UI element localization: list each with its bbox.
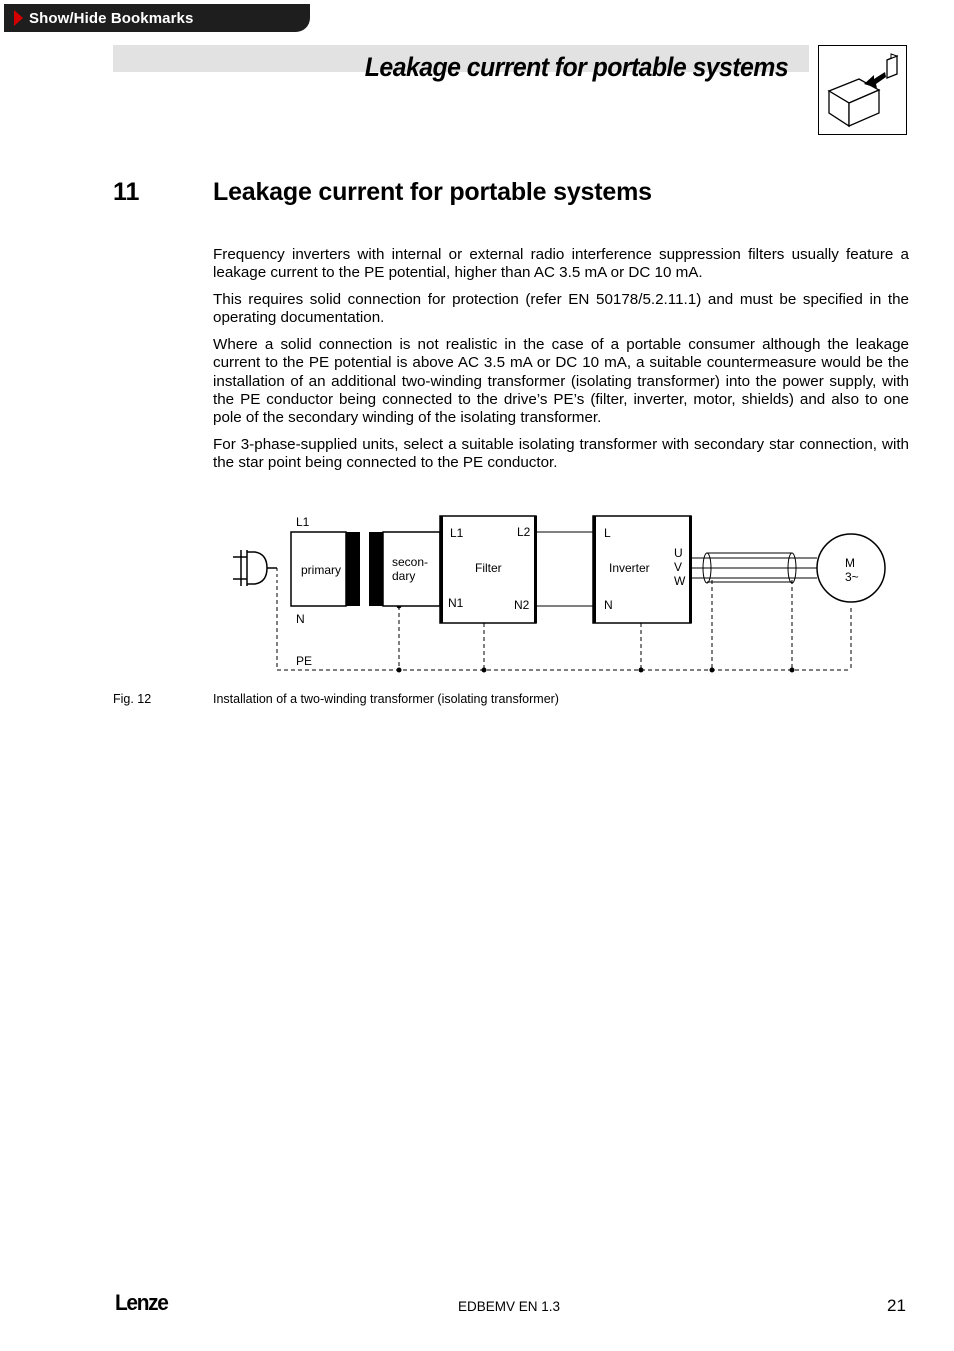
label-pe: PE: [296, 654, 313, 668]
page-number: 21: [887, 1296, 906, 1315]
label-w: W: [674, 574, 686, 588]
label-filter-l2: L2: [517, 525, 531, 539]
label-motor: M: [845, 556, 855, 570]
transformer-core-right: [369, 532, 383, 606]
label-filter-n1: N1: [448, 596, 464, 610]
shielded-motor-cable: [692, 553, 817, 583]
bookmarks-button-label: Show/Hide Bookmarks: [29, 9, 194, 27]
label-primary: primary: [301, 563, 342, 577]
transformer-core-left: [346, 532, 360, 606]
section-title: Leakage current for portable systems: [213, 178, 652, 206]
paragraph: Where a solid connection is not realistic in the case of a portable consumer although the leakage current to the PE potential is above AC 3.5 mA or DC 10 mA, a suitable countermeasure would be the installation of an additional two-winding transformer (isolating transformer) into the power supply, with the PE conductor being connected to the drive’s PE’s (filter, inverter, motor, shields) and also to one pole of the secondary winding of the isolating transformer.: [213, 336, 909, 427]
label-secondary: secon-: [392, 555, 429, 569]
label-l1: L1: [296, 515, 310, 529]
triangle-right-icon: [14, 10, 23, 26]
label-motor-phases: 3~: [845, 570, 859, 584]
section-number: 11: [113, 178, 140, 206]
paragraph: Frequency inverters with internal or external radio interference suppression filters usually feature a leakage current to the PE potential, higher than AC 3.5 mA or DC 10 mA.: [213, 246, 909, 282]
mains-plug-icon: [233, 550, 277, 588]
label-u: U: [674, 546, 683, 560]
lenze-logo: Lenze: [115, 1290, 168, 1315]
paragraph: For 3-phase-supplied units, select a suitable isolating transformer with secondary star connection, with the star point being connected to the PE conductor.: [213, 436, 909, 472]
show-hide-bookmarks-button[interactable]: [4, 4, 310, 32]
figure-caption: Installation of a two-winding transformer (isolating transformer): [213, 692, 559, 706]
label-v: V: [674, 560, 683, 574]
page-header-title: Leakage current for portable systems: [364, 52, 788, 82]
document-id: EDBEMV EN 1.3: [458, 1299, 561, 1314]
pe-conductor: [277, 580, 851, 670]
label-secondary: dary: [392, 569, 416, 583]
label-n: N: [296, 612, 305, 626]
label-filter-n2: N2: [514, 598, 530, 612]
installation-box-icon: [819, 46, 906, 134]
label-inverter-n: N: [604, 598, 613, 612]
label-filter: Filter: [475, 561, 502, 575]
label-inverter-l: L: [604, 526, 611, 540]
body-text: [213, 246, 909, 481]
figure-number: Fig. 12: [113, 692, 152, 706]
label-inverter: Inverter: [609, 561, 650, 575]
label-filter-l1: L1: [450, 526, 464, 540]
isolating-transformer-diagram: [225, 508, 905, 678]
header-box-icon-frame: [818, 45, 907, 135]
paragraph: This requires solid connection for protection (refer EN 50178/5.2.11.1) and must be specified in the operating documentation.: [213, 291, 909, 327]
